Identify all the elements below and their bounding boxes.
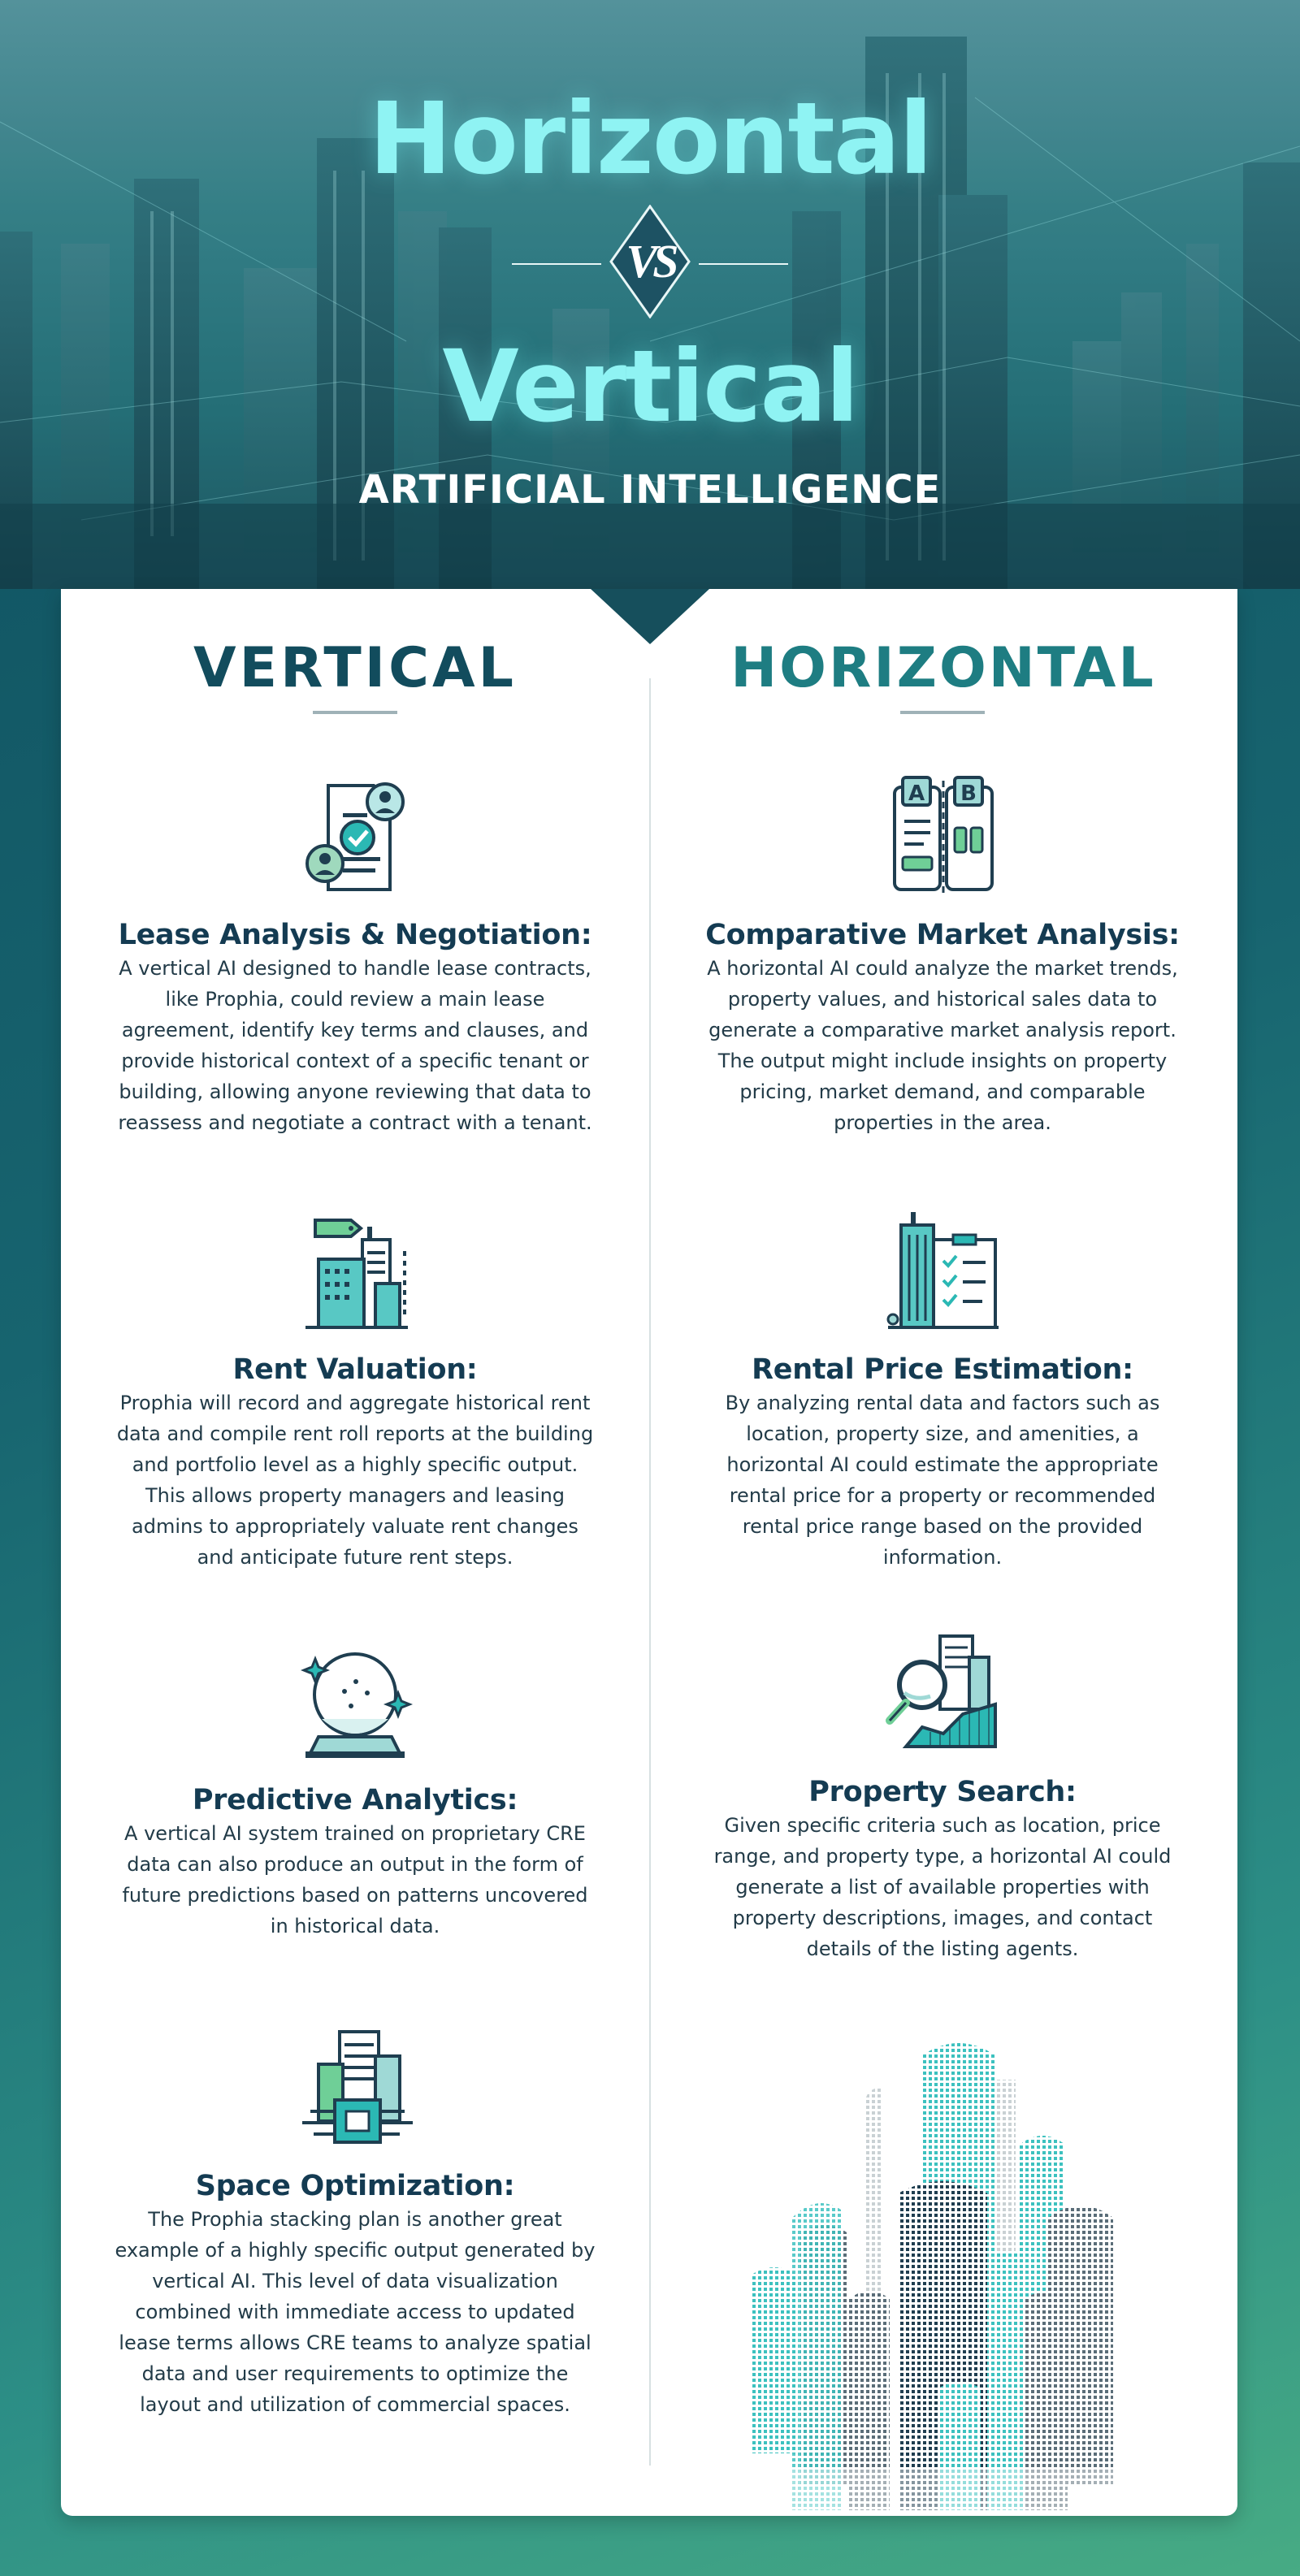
vertical-item-predictive-analytics: [111, 1641, 599, 1942]
horizontal-item-rental-price-estimation: [699, 1210, 1186, 1573]
column-divider: [649, 678, 651, 2466]
vertical-column-heading: VERTICAL: [193, 636, 517, 700]
svg-text:A: A: [908, 781, 925, 806]
vs-label: VS: [626, 235, 674, 288]
item-description: A horizontal AI could analyze the market trends, property values, and historical sales data to generate a comparative market analysis report. The output might include insights on property pricing, market demand, and comparable properties in the area.: [707, 957, 1178, 1134]
horizontal-column-heading: HORIZONTAL: [730, 636, 1156, 700]
vs-divider-left: [512, 263, 601, 265]
svg-text:B: B: [960, 781, 977, 806]
item-description: Given specific criteria such as location, price range, and property type, a horizontal AI could generate a list of available properties with property descriptions, images, and contact details of the listing agents.: [713, 1814, 1172, 1960]
item-description: A vertical AI system trained on proprietary CRE data can also produce an output in the form of future predictions based on patterns uncovered in historical data.: [122, 1822, 588, 1937]
item-description: A vertical AI designed to handle lease contracts, like Prophia, could review a main lease agreement, identify key terms and clauses, and provide historical context of a specific tenant or building, allowing anyone reviewing that data to reassess and negotiate a contract with a tenant.: [118, 957, 592, 1134]
item-title: Rental Price Estimation:: [752, 1353, 1133, 1386]
hero-title-horizontal: Horizontal: [368, 81, 932, 197]
vertical-item-lease-analysis: [111, 776, 599, 1138]
document-people-check-icon: [294, 776, 416, 898]
crystal-ball-icon: [294, 1641, 416, 1763]
item-title: Predictive Analytics:: [192, 1784, 518, 1816]
vertical-item-rent-valuation: [111, 1210, 599, 1573]
dotted-skyline-illustration: [752, 2031, 1166, 2510]
vs-badge: [512, 203, 788, 325]
compare-a-b-icon: [882, 776, 1003, 898]
card-notch-triangle: [591, 589, 709, 644]
item-title: Lease Analysis & Negotiation:: [118, 919, 592, 951]
comparison-card: [61, 589, 1237, 2516]
vs-divider-right: [699, 263, 788, 265]
building-chip-icon: [294, 2027, 416, 2149]
horizontal-heading-rule: [900, 711, 985, 714]
horizontal-item-property-search: [699, 1633, 1186, 1964]
item-title: Property Search:: [808, 1776, 1077, 1808]
vertical-heading-rule: [313, 711, 397, 714]
hero-subtitle: ARTIFICIAL INTELLIGENCE: [358, 467, 942, 513]
horizontal-item-comparative-market-analysis: [699, 776, 1186, 1138]
item-title: Rent Valuation:: [232, 1353, 478, 1386]
item-title: Space Optimization:: [195, 2170, 515, 2202]
hero-banner: [0, 0, 1300, 589]
vertical-item-space-optimization: [111, 2027, 599, 2420]
item-title: Comparative Market Analysis:: [705, 919, 1180, 951]
building-checklist-icon: [882, 1210, 1003, 1332]
hero-title-vertical: Vertical: [442, 329, 858, 444]
item-description: The Prophia stacking plan is another great example of a highly specific output generated by vertical AI. This level of data visualization combined with immediate access to updated lease terms allows CRE teams to analyze spatial data and user requirements to optimize the layout and utilization of commercial spaces.: [115, 2208, 596, 2416]
item-description: By analyzing rental data and factors such as location, property size, and amenities, a horizontal AI could estimate the appropriate rental price for a property or recommended rental price range based on the provided information.: [725, 1392, 1160, 1569]
magnifier-buildings-chart-icon: [882, 1633, 1003, 1755]
buildings-price-tag-icon: [294, 1210, 416, 1332]
item-description: Prophia will record and aggregate historical rent data and compile rent roll reports at the building and portfolio level as a highly specific output. This allows property managers and leasing admins to appropriately valuate rent changes and anticipate future rent steps.: [116, 1392, 594, 1569]
